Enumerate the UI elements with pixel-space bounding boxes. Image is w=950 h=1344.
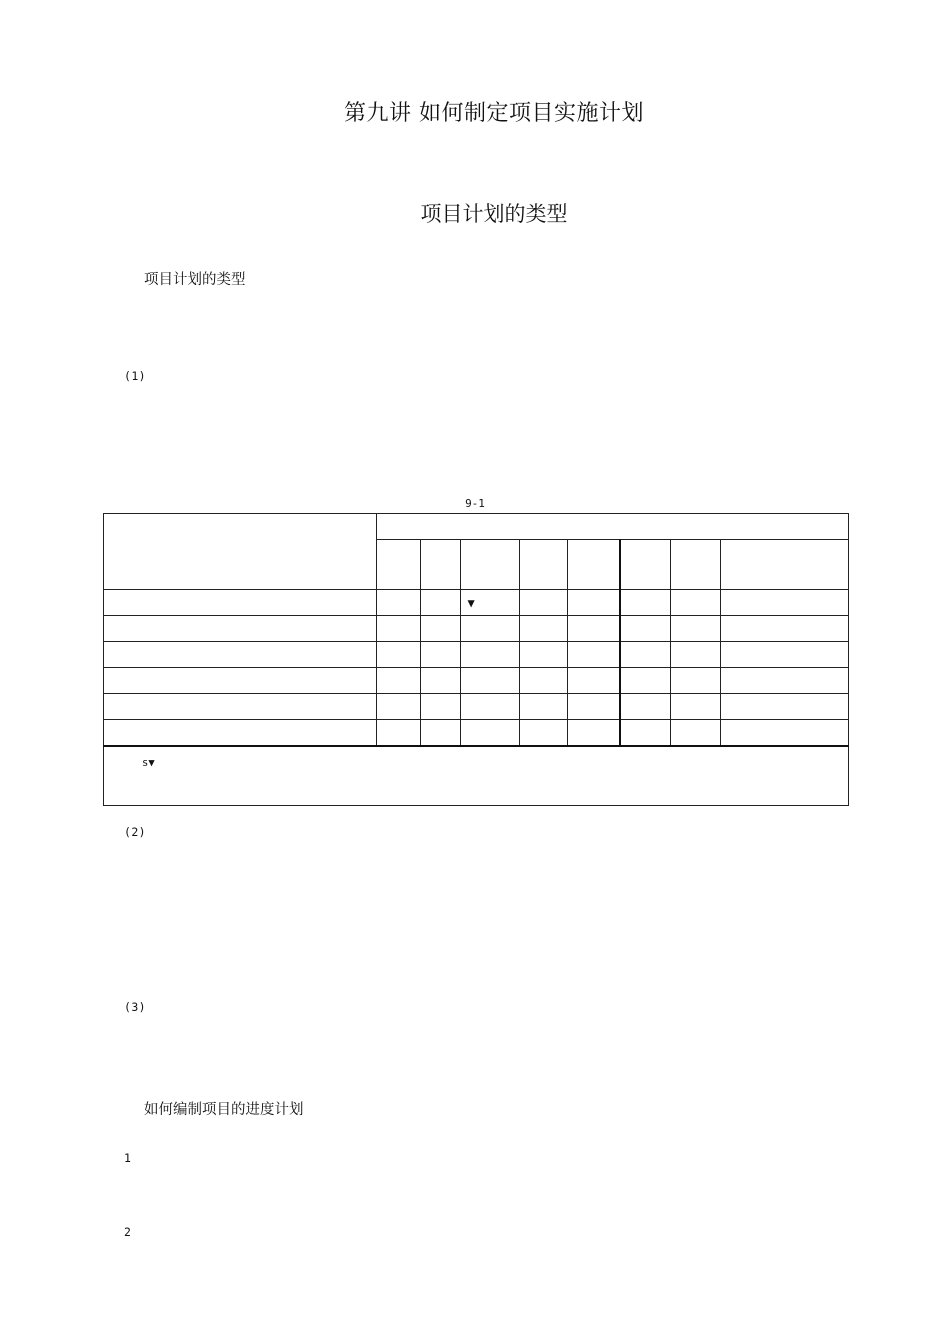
schedule-mark (461, 616, 519, 642)
schedule-mark (461, 590, 519, 616)
table-footer-row (104, 746, 849, 806)
section-title: 项目计划的类型 (420, 202, 568, 226)
table-footer (104, 746, 849, 806)
row-label (104, 720, 377, 747)
footer-legend: s▼ (142, 757, 155, 769)
schedule-table (103, 513, 849, 806)
list-item-label: (1) (124, 369, 146, 383)
column-header (421, 540, 461, 590)
section-heading: 如何编制项目的进度计划 (144, 1102, 304, 1118)
list-item-label: (3) (124, 1000, 146, 1014)
column-header (720, 540, 848, 590)
column-header (519, 540, 567, 590)
table-row (104, 694, 849, 720)
row-header (104, 514, 377, 590)
column-header (567, 540, 620, 590)
column-header (461, 540, 519, 590)
schedule-mark (670, 694, 720, 720)
row-label (104, 616, 377, 642)
table-row (104, 616, 849, 642)
column-header (620, 540, 670, 590)
row-label (104, 694, 377, 720)
column-header (377, 540, 421, 590)
paragraph-line: 1 (124, 1151, 132, 1165)
group-header (377, 514, 849, 540)
schedule-mark (620, 668, 670, 694)
paragraph-line: 2 (124, 1225, 132, 1239)
page-title: 第九讲 如何制定项目实施计划 (344, 101, 644, 126)
milestone-triangle-icon: ▼ (467, 595, 475, 610)
row-label (104, 642, 377, 668)
section-heading: 项目计划的类型 (144, 272, 246, 288)
table-row (104, 720, 849, 747)
table-caption: 9-1 (465, 497, 485, 510)
row-label (104, 668, 377, 694)
table-row (104, 668, 849, 694)
table-row (104, 642, 849, 668)
table-row (104, 590, 849, 616)
schedule-mark (567, 642, 620, 668)
list-item-label: (2) (124, 825, 146, 839)
row-label (104, 590, 377, 616)
schedule-mark (720, 720, 848, 747)
column-header (670, 540, 720, 590)
